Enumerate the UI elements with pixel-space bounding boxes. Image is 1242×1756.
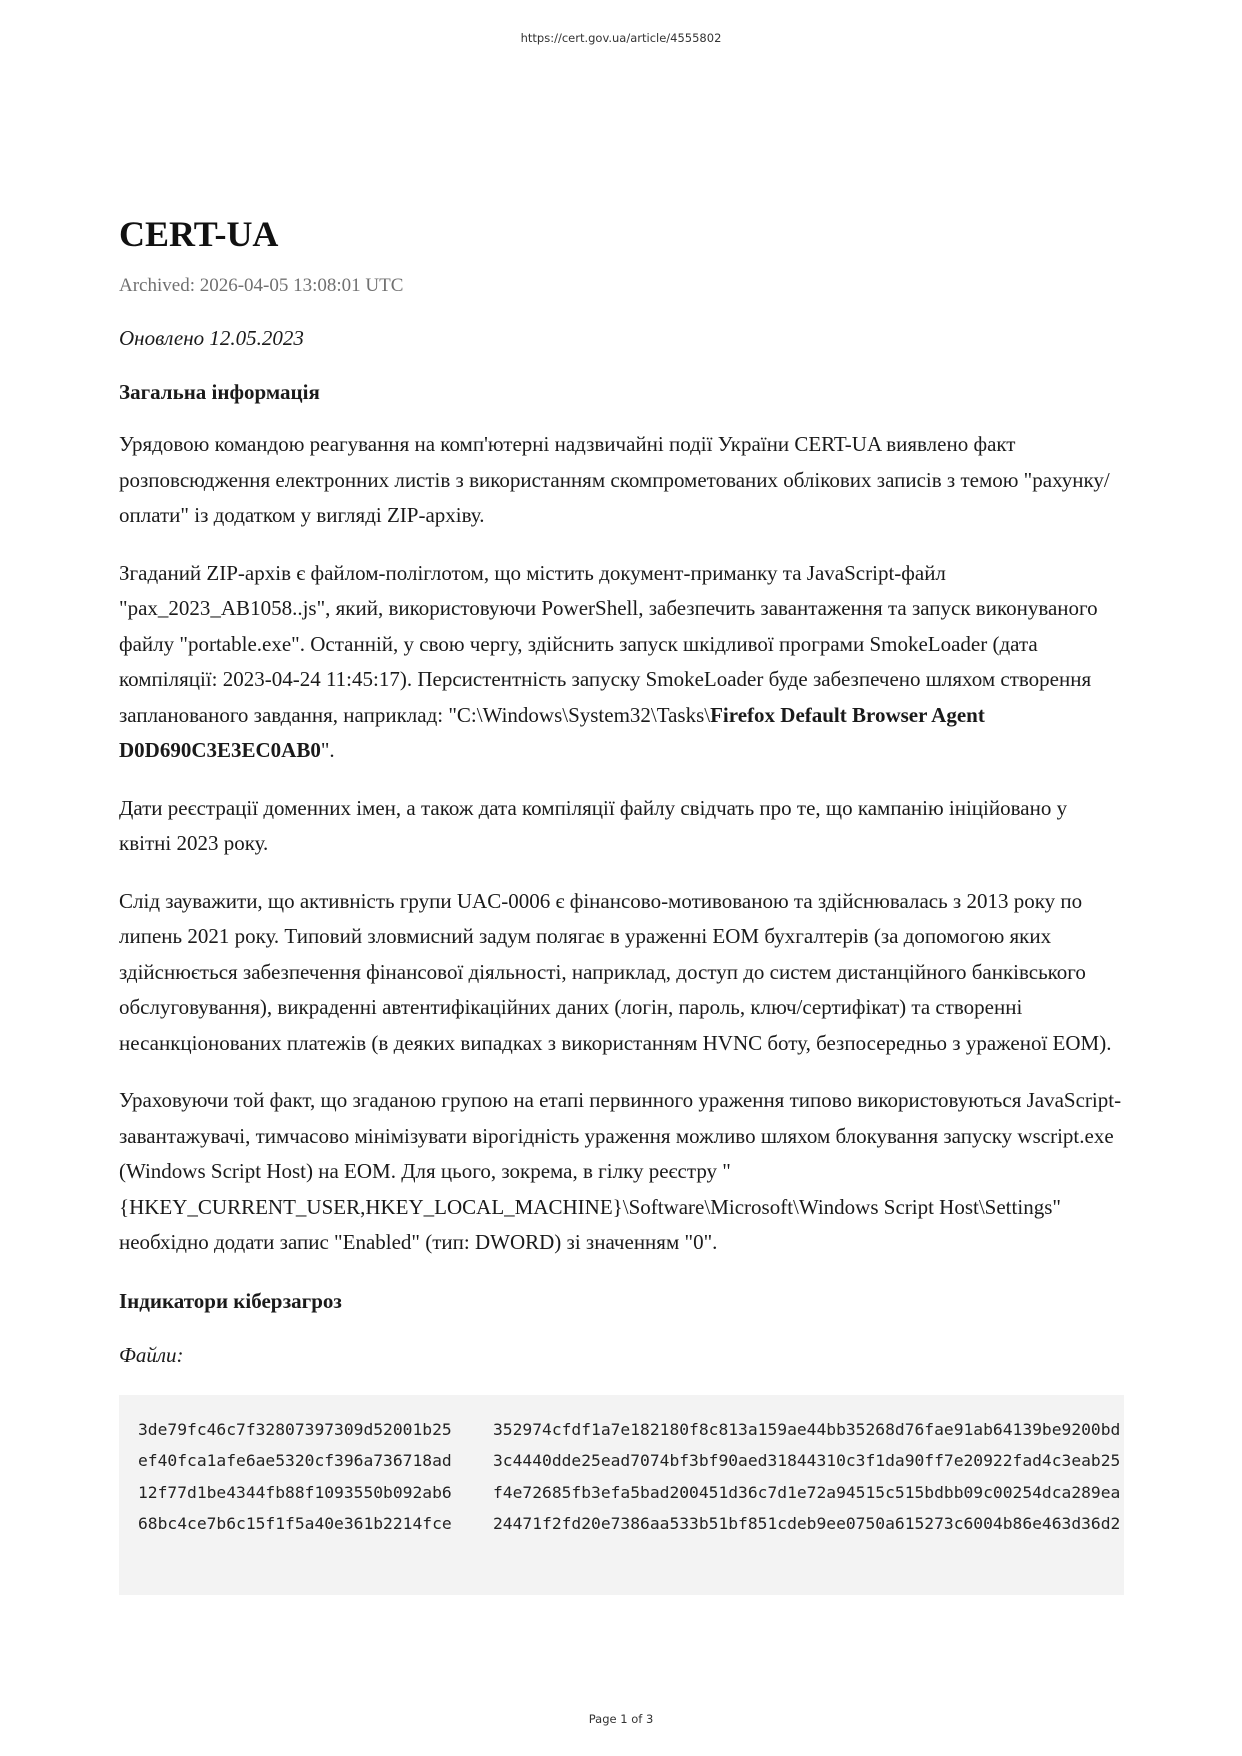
hash-row — [138, 1414, 1120, 1446]
hash-row — [138, 1477, 1120, 1509]
paragraph-campaign-date: Дати реєстрації доменних імен, а також дата компіляції файлу свідчать про те, що кампанію ініційовано у квітні 2023 року. — [119, 795, 1068, 855]
updated-date: Оновлено 12.05.2023 — [119, 326, 304, 350]
hash-md5: 68bc4ce7b6c15f1f5a40e361b2214fce — [138, 1514, 452, 1533]
page-url: https://cert.gov.ua/article/4555802 — [520, 31, 722, 45]
paragraph-zip-archive-end: ". — [320, 738, 335, 762]
hash-table — [138, 1414, 1120, 1540]
archived-timestamp: Archived: 2026-04-05 13:08:01 UTC — [119, 275, 404, 296]
general-info-heading: Загальна інформація — [119, 380, 320, 404]
article-content — [119, 210, 1124, 1595]
hash-row — [138, 1508, 1120, 1540]
hash-sha256: 24471f2fd20e7386aa533b51bf851cdeb9ee0750a615273c6004b86e463d36d2 — [493, 1514, 1121, 1533]
hash-md5: 12f77d1be4344fb88f1093550b092ab6 — [138, 1482, 452, 1502]
paragraph-intro: Урядовою командою реагування на комп'ютерні надзвичайні події України CERT-UA виявлено факт розповсюдження електронних листів з використанням скомпрометованих облікових записів з темою "рахунку/оплати" із додатком у вигляді ZIP-архіву. — [119, 432, 1110, 527]
hash-md5: ef40fca1afe6ae5320cf396a736718ad — [138, 1451, 452, 1470]
scheduled-task-name: Firefox Default Browser Agent D0D690C3E3EC0AB0 — [119, 702, 985, 762]
files-label: Файли: — [119, 1342, 184, 1367]
page-number: Page 1 of 3 — [588, 1712, 654, 1726]
page-title: CERT-UA — [119, 214, 279, 254]
hash-md5: 3de79fc46c7f32807397309d52001b25 — [138, 1419, 452, 1439]
paragraph-zip-archive-text: Згаданий ZIP-архів є файлом-поліглотом, що містить документ-приманку та JavaScript-файл "рах_2023_AB1058..js", який, використовуючи PowerShell, забезпечить завантаження та запуск виконуваного файлу "portable.exe". Останній, у свою чергу, здійснить запуск шкідливої програми SmokeLoader (дата компіляції: 2023-04-24 11:45:17). Персистентність запуску SmokeLoader буде забезпечено шляхом створення запланованого завдання, наприклад: "C:\Windows\System32\Tasks\ — [119, 560, 1098, 727]
ioc-heading: Індикатори кіберзагроз — [119, 1288, 342, 1313]
hash-sha256: 3c4440dde25ead7074bf3bf90aed31844310c3f1da90ff7e20922fad4c3eab25 — [493, 1451, 1121, 1470]
hash-sha256: 352974cfdf1a7e182180f8c813a159ae44bb35268d76fae91ab64139be9200bd — [493, 1419, 1121, 1439]
paragraph-zip-archive — [119, 556, 1124, 769]
hash-code-block — [119, 1395, 1124, 1595]
hash-sha256: f4e72685fb3efa5bad200451d36c7d1e72a94515c515bdbb09c00254dca289ea — [493, 1482, 1121, 1502]
paragraph-group-activity: Слід зауважити, що активність групи UAC-0006 є фінансово-мотивованою та здійснювалась з 2013 року по липень 2021 року. Типовий зловмисний задум полягає в ураженні ЕОМ бухгалтерів (за допомогою яких здійснюється забезпечення фінансової діяльності, наприклад, доступ до систем дистанційного банківського обслуговування), викраденні автентифікаційних даних (логін, пароль, ключ/сертифікат) та створенні несанкціонованих платежів (в деяких випадках з використанням HVNC боту, безпосередньо з ураженої ЕОМ). — [119, 888, 1112, 1055]
paragraph-mitigation: Ураховуючи той факт, що згаданою групою на етапі первинного ураження типово використовуються JavaScript-завантажувачі, тимчасово мінімізувати вірогідність ураження можливо шляхом блокування запуску wscript.exe (Windows Script Host) на ЕОМ. Для цього, зокрема, в гілку реєстру "{HKEY_CURRENT_USER,HKEY_LOCAL_MACHINE}\Software\Microsoft\Windows Script Host\Settings" необхідно додати запис "Enabled" (тип: DWORD) зі значенням "0". — [119, 1088, 1122, 1254]
hash-row — [138, 1445, 1120, 1477]
